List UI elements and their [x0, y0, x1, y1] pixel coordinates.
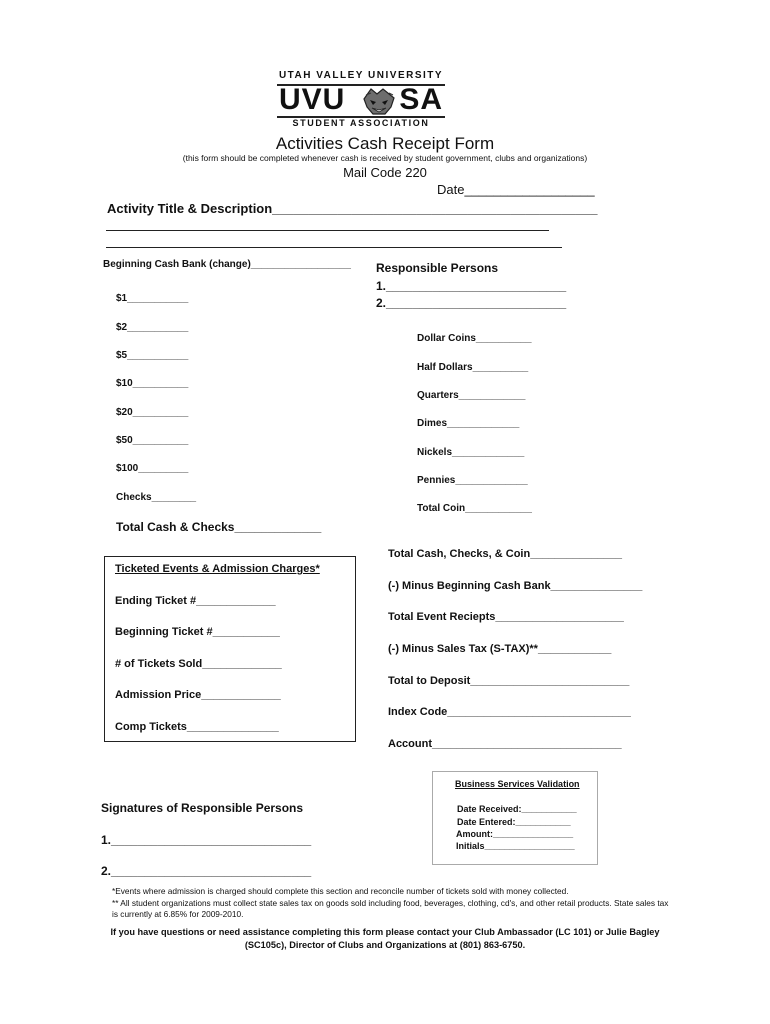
- footnote-sales-tax-rate: is currently at 6.85% for 2009-2010.: [112, 909, 244, 919]
- dimes-field[interactable]: Dimes_____________: [417, 418, 520, 429]
- signatures-heading: Signatures of Responsible Persons: [101, 801, 304, 815]
- checks-field[interactable]: Checks________: [116, 492, 197, 503]
- wolverine-mascot-icon: [361, 85, 397, 117]
- account-field[interactable]: Account_______________________________: [388, 738, 622, 750]
- nickels-field[interactable]: Nickels_____________: [417, 447, 525, 458]
- bill-100-field[interactable]: $100_________: [116, 463, 189, 474]
- bill-1-field[interactable]: $1___________: [116, 293, 189, 304]
- logo-right-mark: SA: [399, 83, 443, 116]
- total-to-deposit-field[interactable]: Total to Deposit__________________________: [388, 675, 630, 687]
- form-title: Activities Cash Receipt Form: [275, 134, 495, 153]
- comp-tickets-field[interactable]: Comp Tickets_______________: [115, 721, 279, 733]
- date-entered-field[interactable]: Date Entered:___________: [457, 817, 571, 827]
- signature-2-field[interactable]: 2.______________________________: [101, 864, 312, 878]
- total-cash-checks-field[interactable]: Total Cash & Checks_____________: [116, 520, 322, 534]
- index-code-field[interactable]: Index Code______________________________: [388, 706, 631, 718]
- total-cash-checks-coin-field[interactable]: Total Cash, Checks, & Coin_______________: [388, 548, 622, 560]
- footnote-admission: *Events where admission is charged should complete this section and reconcile number of tickets sold with money collected.: [112, 886, 569, 896]
- contact-line-2: (SC105c), Director of Clubs and Organizations at (801) 863-6750.: [244, 940, 526, 950]
- bill-5-field[interactable]: $5___________: [116, 350, 189, 361]
- admission-price-field[interactable]: Admission Price_____________: [115, 689, 281, 701]
- beginning-ticket-field[interactable]: Beginning Ticket #___________: [115, 626, 280, 638]
- footnote-sales-tax: ** All student organizations must collect state sales tax on goods sold including food, beverages, clothing, cd's, and other retail products. State sales tax: [112, 898, 669, 908]
- bill-50-field[interactable]: $50__________: [116, 435, 189, 446]
- date-received-field[interactable]: Date Received:___________: [457, 804, 577, 814]
- activity-line-2[interactable]: [106, 230, 549, 231]
- total-event-receipts-field[interactable]: Total Event Reciepts_____________________: [388, 611, 624, 623]
- initials-field[interactable]: Initials__________________: [456, 841, 575, 851]
- contact-line-1: If you have questions or need assistance completing this form please contact your Club Ambassador (LC 101) or Julie Bagley: [110, 927, 660, 937]
- amount-field[interactable]: Amount:________________: [456, 829, 574, 839]
- beginning-cash-field[interactable]: Beginning Cash Bank (change)__________________: [103, 259, 351, 270]
- responsible-persons-heading: Responsible Persons: [376, 261, 499, 275]
- minus-sales-tax-field[interactable]: (-) Minus Sales Tax (S-TAX)**____________: [388, 643, 612, 655]
- responsible-person-1-field[interactable]: 1.___________________________: [376, 279, 567, 293]
- quarters-field[interactable]: Quarters____________: [417, 390, 526, 401]
- dollar-coins-field[interactable]: Dollar Coins__________: [417, 333, 532, 344]
- logo-left-mark: UVU: [279, 83, 346, 116]
- tickets-sold-field[interactable]: # of Tickets Sold_____________: [115, 658, 282, 670]
- bill-2-field[interactable]: $2___________: [116, 322, 189, 333]
- uvusa-logo: [277, 70, 445, 132]
- mail-code: Mail Code 220: [343, 165, 427, 180]
- logo-top-text: UTAH VALLEY UNIVERSITY: [278, 70, 444, 81]
- activity-line-3[interactable]: [106, 247, 562, 248]
- ending-ticket-field[interactable]: Ending Ticket #_____________: [115, 595, 276, 607]
- total-coin-field[interactable]: Total Coin____________: [417, 503, 532, 514]
- bill-10-field[interactable]: $10__________: [116, 378, 189, 389]
- signature-1-field[interactable]: 1.______________________________: [101, 833, 312, 847]
- bill-20-field[interactable]: $20__________: [116, 407, 189, 418]
- date-field[interactable]: Date__________________: [437, 182, 595, 197]
- bsv-heading: Business Services Validation: [455, 779, 580, 789]
- ticketed-events-box: [104, 556, 356, 742]
- activity-title-field[interactable]: Activity Title & Description_____________________________________________: [107, 201, 598, 216]
- responsible-person-2-field[interactable]: 2.___________________________: [376, 296, 567, 310]
- logo-bottom-text: STUDENT ASSOCIATION: [292, 118, 430, 128]
- form-subtitle: (this form should be completed whenever cash is received by student government, clubs and organizations): [182, 153, 588, 163]
- minus-beginning-cash-field[interactable]: (-) Minus Beginning Cash Bank_______________: [388, 580, 643, 592]
- ticketed-events-heading: Ticketed Events & Admission Charges*: [115, 563, 320, 575]
- pennies-field[interactable]: Pennies_____________: [417, 475, 528, 486]
- half-dollars-field[interactable]: Half Dollars__________: [417, 362, 529, 373]
